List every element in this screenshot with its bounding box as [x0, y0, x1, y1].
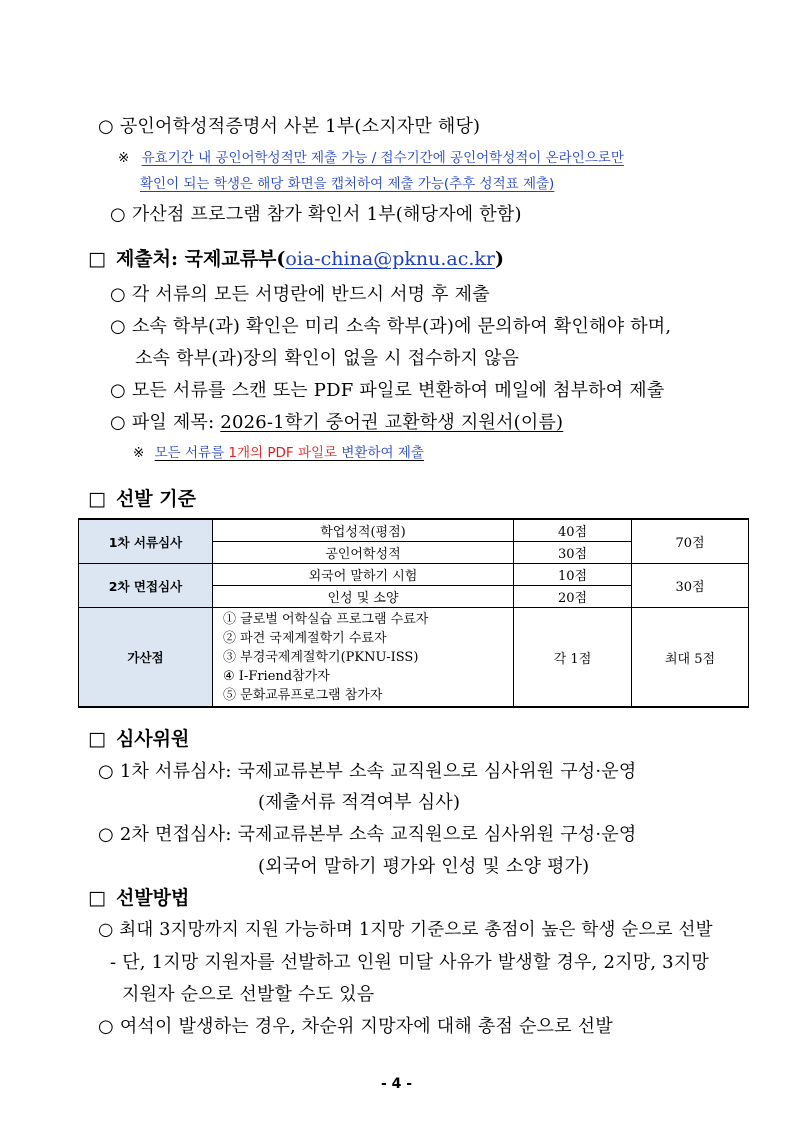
submission-line-scan: ○ 모든 서류를 스캔 또는 PDF 파일로 변환하여 메일에 첨부하여 제출: [110, 380, 665, 401]
criteria-table: [78, 518, 749, 708]
filename-prefix: ○ 파일 제목:: [110, 412, 221, 433]
committee-line-1: ○ 1차 서류심사: 국제교류본부 소속 교직원으로 심사위원 구성·운영: [98, 761, 637, 782]
table-row: [79, 519, 749, 542]
bonus-max: 최대 5점: [632, 608, 749, 708]
checkbox-icon: □: [88, 728, 106, 750]
doc-item-bonus-certificate: ○ 가산점 프로그램 참가 확인서 1부(해당자에 한함): [110, 204, 522, 225]
checkbox-icon: □: [88, 887, 106, 909]
bonus-item: ③ 부경국제계절학기(PKNU-ISS): [223, 649, 419, 665]
doc-item-language: 공인어학성적: [213, 542, 514, 564]
validity-note-line1: [118, 146, 624, 166]
committee-line-1b: (제출서류 적격여부 심사): [258, 792, 461, 813]
bonus-label: 가산점: [79, 608, 213, 708]
bonus-items: [213, 608, 514, 708]
doc-score-gpa: 40점: [514, 519, 632, 542]
submission-title-close: ): [494, 248, 504, 270]
filename-title: 2026-1학기 중어권 교환학생 지원서(이름): [220, 412, 564, 433]
validity-note-line2: 확인이 되는 학생은 해당 화면을 캡처하여 제출 가능(추후 성적표 제출): [140, 176, 555, 192]
validity-note-text: 유효기간 내 공인어학성적만 제출 가능 / 접수기간에 공인어학성적이 온라인으로만: [141, 150, 624, 166]
method-line-1: ○ 최대 3지망까지 지원 가능하며 1지망 기준으로 총점이 높은 학생 순으로 선발: [98, 920, 713, 940]
bonus-item: ⑤ 문화교류프로그램 참가자: [223, 687, 383, 703]
page-number: - 4 -: [380, 1076, 413, 1092]
doc-review-label: 1차 서류심사: [79, 519, 213, 564]
doc-item-gpa: 학업성적(평점): [213, 519, 514, 542]
method-line-3: ○ 여석이 발생하는 경우, 차순위 지망자에 대해 총점 순으로 선발: [98, 1016, 613, 1037]
interview-item-character: 인성 및 소양: [213, 586, 514, 608]
submission-line-filename: [110, 408, 563, 434]
pdf-note-b: 1개의 PDF 파일로: [228, 445, 338, 461]
method-heading: [88, 883, 189, 910]
committee-line-2: ○ 2차 면접심사: 국제교류본부 소속 교직원으로 심사위원 구성·운영: [98, 824, 637, 845]
table-row: [79, 564, 749, 586]
interview-item-speaking: 외국어 말하기 시험: [213, 564, 514, 586]
doc-item-language-certificate: ○ 공인어학성적증명서 사본 1부(소지자만 해당): [98, 116, 481, 137]
interview-total: 30점: [632, 564, 749, 608]
bonus-item: ② 파견 국제계절학기 수료자: [223, 630, 387, 646]
table-row: [79, 608, 749, 708]
checkbox-icon: □: [88, 488, 106, 510]
interview-score-character: 20점: [514, 586, 632, 608]
bonus-item: ④ I-Friend참가자: [223, 668, 330, 684]
pdf-note-c: 변환하여 제출: [337, 445, 424, 461]
email-link[interactable]: oia-china@pknu.ac.kr: [285, 248, 495, 270]
method-title: 선발방법: [115, 887, 190, 909]
criteria-heading: [88, 484, 196, 511]
bonus-each: 각 1점: [514, 608, 632, 708]
note-mark: ※: [133, 445, 145, 461]
committee-title: 심사위원: [115, 728, 190, 750]
pdf-note: [133, 441, 424, 461]
checkbox-icon: □: [88, 248, 106, 270]
committee-heading: [88, 724, 189, 751]
doc-total: 70점: [632, 519, 749, 564]
committee-line-2b: (외국어 말하기 평가와 인성 및 소양 평가): [258, 856, 590, 877]
submission-line-dept-1: ○ 소속 학부(과) 확인은 미리 소속 학부(과)에 문의하여 확인해야 하며,: [110, 316, 672, 337]
note-mark: ※: [118, 150, 130, 166]
criteria-title: 선발 기준: [115, 488, 196, 510]
submission-line-sign: ○ 각 서류의 모든 서명란에 반드시 서명 후 제출: [110, 284, 490, 305]
method-line-2b: 지원자 순으로 선발할 수도 있음: [122, 984, 375, 1005]
bonus-item: ① 글로벌 어학실습 프로그램 수료자: [223, 611, 429, 627]
interview-label: 2차 면접심사: [79, 564, 213, 608]
submission-line-dept-2: 소속 학부(과)장의 확인이 없을 시 접수하지 않음: [135, 348, 520, 369]
method-line-2a: - 단, 1지망 지원자를 선발하고 인원 미달 사유가 발생할 경우, 2지망, 3지망: [110, 952, 710, 973]
submission-heading: [88, 244, 504, 271]
interview-score-speaking: 10점: [514, 564, 632, 586]
pdf-note-a: 모든 서류를: [154, 445, 229, 461]
doc-score-language: 30점: [514, 542, 632, 564]
submission-title: 제출처: 국제교류부(: [115, 248, 286, 270]
